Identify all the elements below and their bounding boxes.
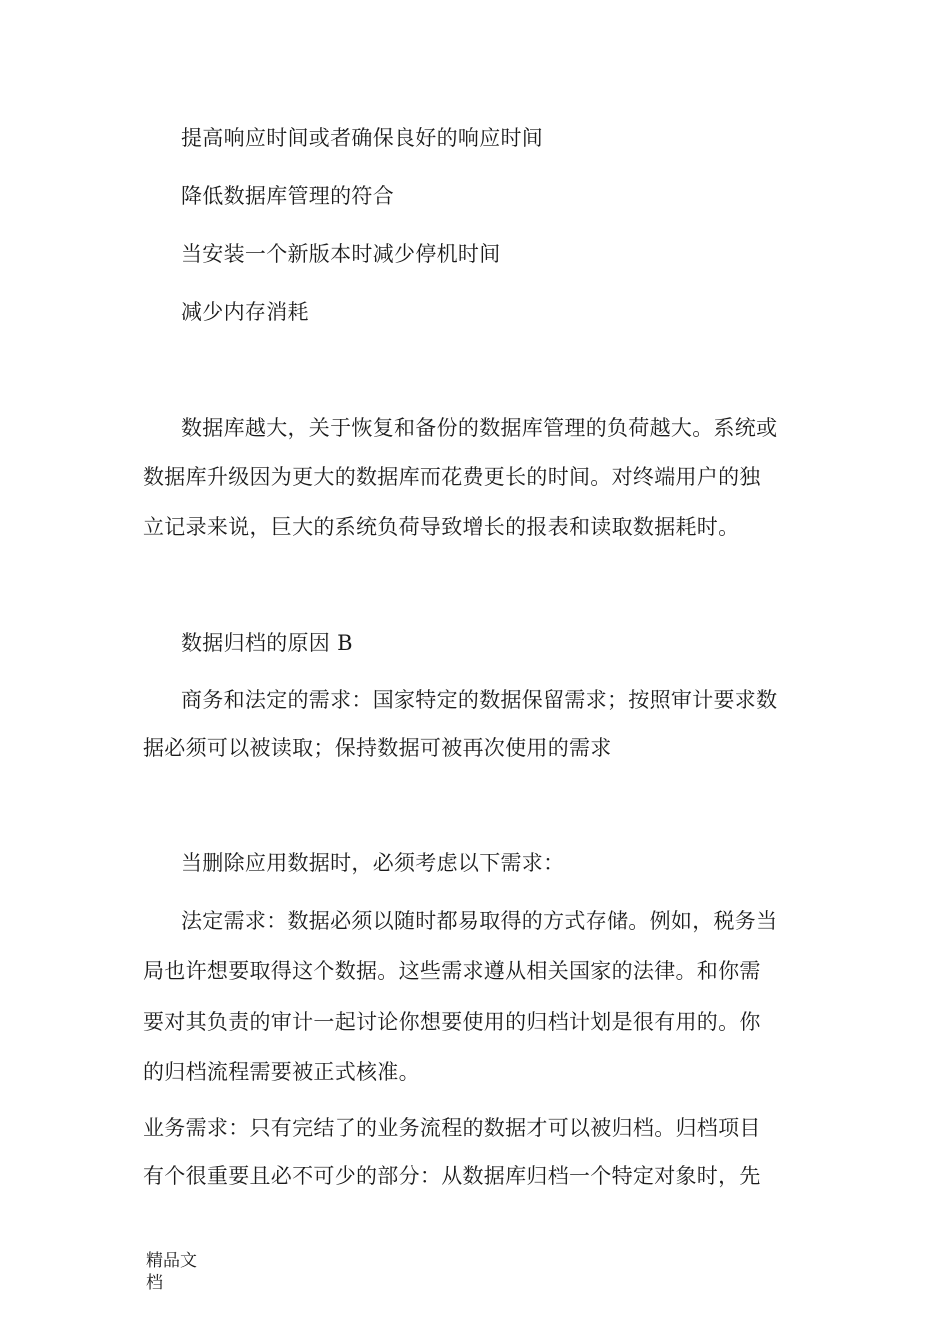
list-item: 当安装一个新版本时减少停机时间 <box>181 242 501 266</box>
paragraph-line: 法定需求：数据必须以随时都易取得的方式存储。例如，税务当 <box>181 909 778 933</box>
paragraph-line: 局也许想要取得这个数据。这些需求遵从相关国家的法律。和你需 <box>143 959 761 983</box>
list-item: 提高响应时间或者确保良好的响应时间 <box>181 126 544 150</box>
footer-label: 精品文档 <box>146 1251 197 1293</box>
paragraph-line: 数据库越大，关于恢复和备份的数据库管理的负荷越大。系统或 <box>181 416 778 440</box>
list-item: 降低数据库管理的符合 <box>181 184 394 208</box>
paragraph-line: 有个很重要且必不可少的部分：从数据库归档一个特定对象时，先 <box>143 1164 761 1188</box>
paragraph-line: 商务和法定的需求：国家特定的数据保留需求；按照审计要求数 <box>181 688 778 712</box>
section-heading: 数据归档的原因 B <box>181 631 353 655</box>
paragraph-line: 要对其负责的审计一起讨论你想要使用的归档计划是很有用的。你 <box>143 1010 761 1034</box>
paragraph-line: 的归档流程需要被正式核准。 <box>143 1060 420 1084</box>
paragraph-line: 立记录来说，巨大的系统负荷导致增长的报表和读取数据耗时。 <box>143 515 740 539</box>
paragraph-line: 当删除应用数据时，必须考虑以下需求： <box>181 851 565 875</box>
paragraph-line: 数据库升级因为更大的数据库而花费更长的时间。对终端用户的独 <box>143 465 761 489</box>
paragraph-line: 业务需求：只有完结了的业务流程的数据才可以被归档。归档项目 <box>143 1116 761 1140</box>
paragraph-line: 据必须可以被读取；保持数据可被再次使用的需求 <box>143 736 612 760</box>
list-item: 减少内存消耗 <box>181 300 309 324</box>
